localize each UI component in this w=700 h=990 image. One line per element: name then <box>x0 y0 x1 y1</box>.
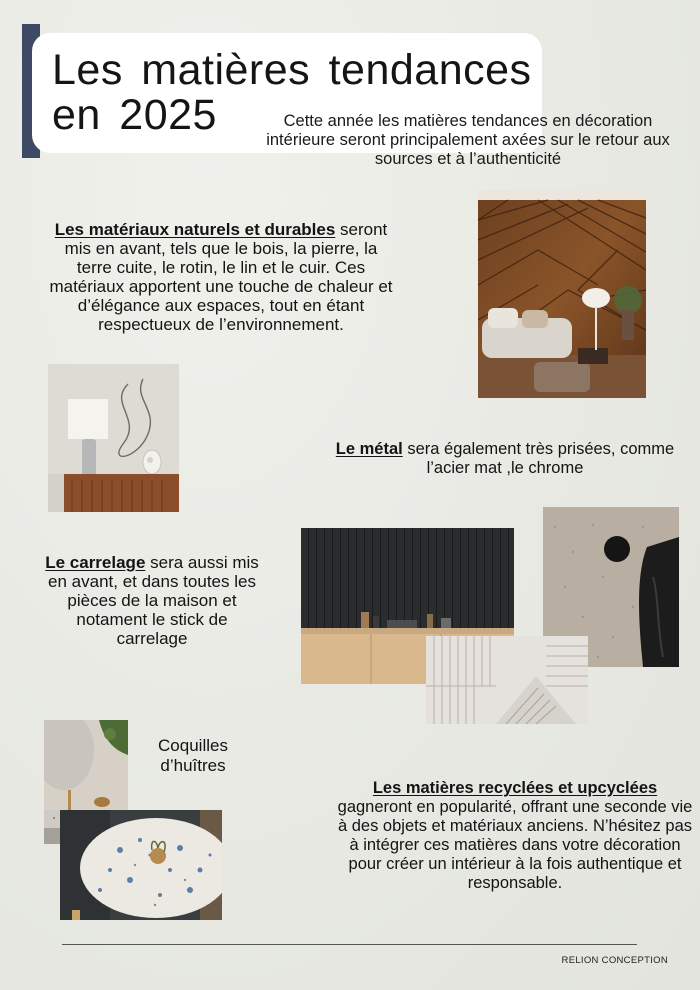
section-metal <box>330 440 680 478</box>
footer-brand: RELION CONCEPTION <box>561 955 668 966</box>
oyster-shell-caption: Coquilles d’huîtres <box>158 736 228 775</box>
intro-text: Cette année les matières tendances en décoration intérieure seront principalement axées sur le retour aux sources et à l’authenticité <box>266 112 670 168</box>
section-heading: Les matières recyclées et upcyclées <box>372 779 658 797</box>
section-body: gagneront en popularité, offrant une seconde vie à des objets et matériaux anciens. N’hésitez pas à intégrer ces matières dans votre décoration pour créer un intérieur à la fois authentique et responsable. <box>337 798 693 892</box>
section-tiles <box>42 553 262 648</box>
section-body: sera aussi mis en avant, et dans toutes les pièces de la maison et notament le stick de carrelage <box>48 553 259 648</box>
lamp-sculpture-photo <box>48 364 179 512</box>
section-body: sera également très prisées, comme l’acier mat ,le chrome <box>402 440 675 477</box>
terrazzo-table-photo <box>60 810 222 920</box>
section-heading: Le carrelage <box>45 553 146 572</box>
section-recycled <box>335 779 695 893</box>
section-body: seront mis en avant, tels que le bois, la pierre, la terre cuite, le rotin, le lin et le cuir. Ces matériaux apportent une touche de chaleur et d’élégance aux espaces, tout en étant respectueux de l’environnement. <box>49 220 393 334</box>
section-natural-materials <box>46 220 396 334</box>
wood-wall-living-room-photo <box>478 190 646 398</box>
section-heading: Les matériaux naturels et durables <box>54 220 336 239</box>
footer-divider <box>62 944 637 945</box>
stick-tile-photo <box>426 636 588 724</box>
section-heading: Le métal <box>335 440 403 458</box>
page-title: Les matières tendances en 2025 <box>52 46 532 139</box>
